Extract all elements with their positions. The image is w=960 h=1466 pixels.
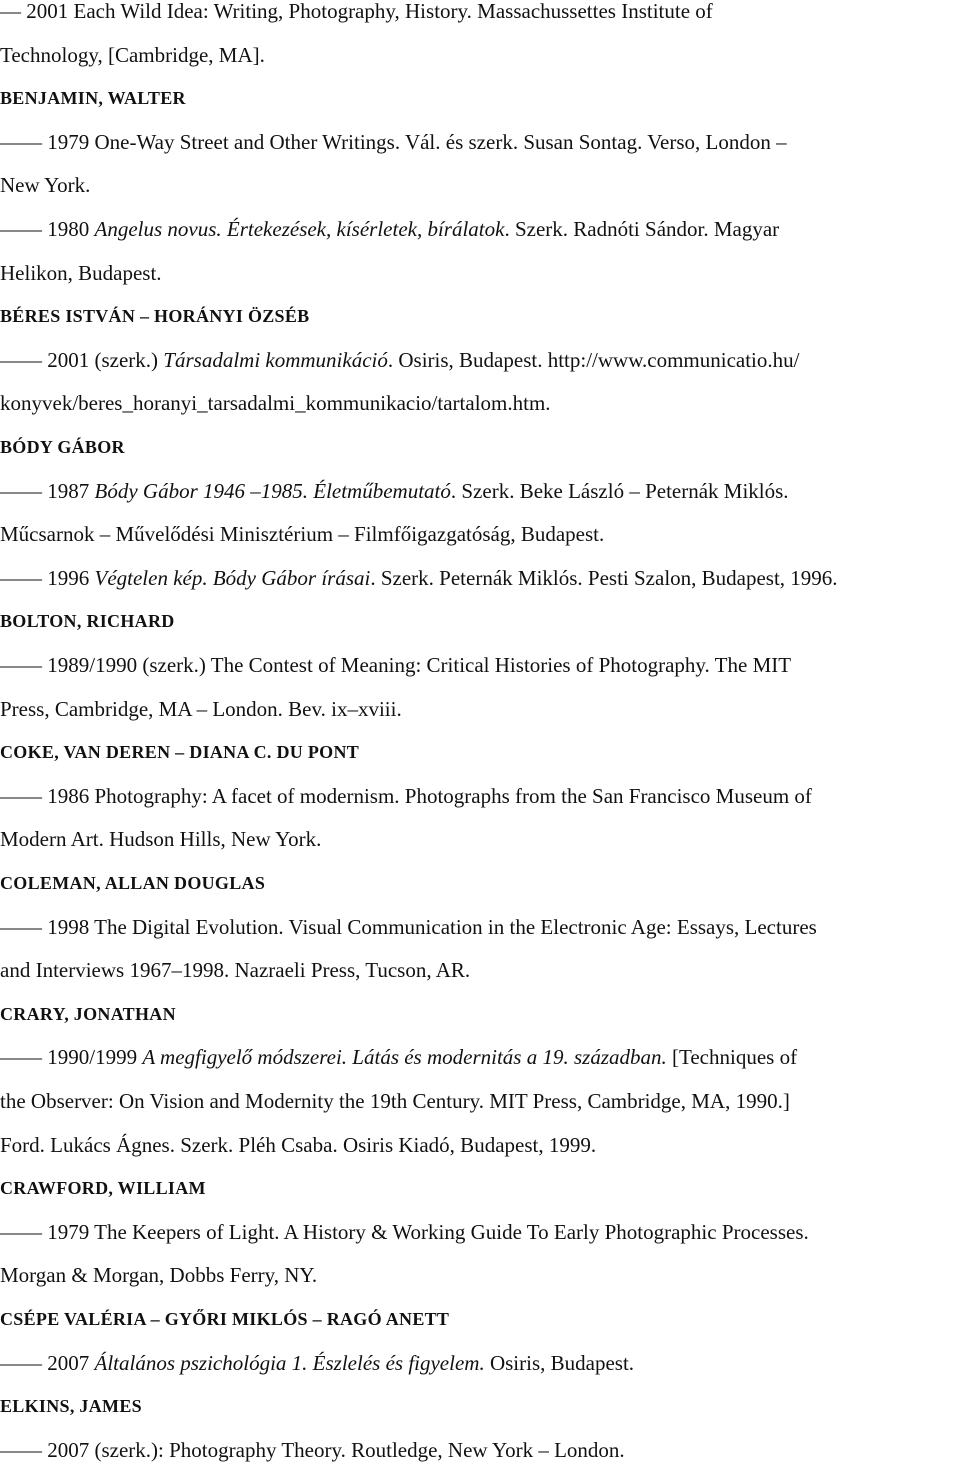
text-segment: . Szerk. Peternák Miklós. Pesti Szalon, Budapest, 1996. bbox=[370, 565, 838, 590]
text-segment: —— 2007 (szerk.): Photography Theory. Routledge, New York – London. bbox=[0, 1437, 625, 1462]
text-segment: Ford. Lukács Ágnes. Szerk. Pléh Csaba. Osiris Kiadó, Budapest, 1999. bbox=[0, 1132, 597, 1157]
italic-title: Végtelen kép. Bódy Gábor írásai bbox=[94, 565, 371, 590]
text-segment: [Techniques of bbox=[666, 1045, 798, 1070]
italic-title: Bódy Gábor 1946 –1985. Életműbemutató bbox=[94, 478, 451, 503]
text-segment: . Szerk. Beke László – Peternák Miklós. bbox=[450, 478, 789, 503]
reference-line bbox=[0, 388, 956, 418]
text-segment: —— 1979 One-Way Street and Other Writings. Vál. és szerk. Susan Sontag. Verso, London – bbox=[0, 129, 787, 154]
reference-line bbox=[0, 955, 956, 985]
author-heading: CSÉPE VALÉRIA – GYŐRI MIKLÓS – RAGÓ ANETT bbox=[0, 1309, 450, 1329]
text-segment: —— 1979 The Keepers of Light. A History & Working Guide To Early Photographic Processes. bbox=[0, 1219, 809, 1244]
author-heading: BENJAMIN, WALTER bbox=[0, 88, 186, 109]
reference-line bbox=[0, 650, 956, 680]
reference-line bbox=[0, 1217, 956, 1247]
text-segment: Morgan & Morgan, Dobbs Ferry, NY. bbox=[0, 1263, 318, 1288]
text-segment: — 2001 Each Wild Idea: Writing, Photography, History. Massachussettes Institute of bbox=[0, 0, 713, 23]
text-segment: New York. bbox=[0, 173, 91, 198]
author-heading: BÉRES ISTVÁN – HORÁNYI ÖZSÉB bbox=[0, 306, 310, 327]
text-segment: . Osiris, Budapest. http://www.communicatio.hu/ bbox=[387, 347, 800, 372]
author-heading: BÓDY GÁBOR bbox=[0, 437, 125, 457]
text-segment: Osiris, Budapest. bbox=[484, 1350, 635, 1375]
text-segment: Műcsarnok – Művelődési Minisztérium – Filmfőigazgatóság, Budapest. bbox=[0, 522, 605, 547]
author-heading: CRAWFORD, WILLIAM bbox=[0, 1178, 206, 1199]
reference-line bbox=[0, 127, 956, 157]
text-segment: konyvek/beres_horanyi_tarsadalmi_kommunikacio/tartalom.htm. bbox=[0, 391, 551, 416]
reference-line bbox=[0, 519, 956, 549]
reference-line bbox=[0, 824, 956, 854]
reference-line bbox=[0, 912, 956, 942]
text-segment: —— 1986 Photography: A facet of modernism. Photographs from the San Francisco Museum of bbox=[0, 783, 812, 808]
text-segment: Technology, [Cambridge, MA]. bbox=[0, 42, 265, 67]
text-segment: the Observer: On Vision and Modernity the 19th Century. MIT Press, Cambridge, MA, 1990.] bbox=[0, 1089, 790, 1113]
reference-line bbox=[0, 781, 956, 811]
italic-title: A megfigyelő módszerei. Látás és modernitás a 19. században. bbox=[142, 1045, 667, 1070]
text-segment: —— 2007 bbox=[0, 1350, 95, 1375]
text-segment: and Interviews 1967–1998. Nazraeli Press, Tucson, AR. bbox=[0, 958, 471, 983]
reference-line bbox=[0, 0, 956, 26]
text-segment: Helikon, Budapest. bbox=[0, 260, 162, 285]
reference-line bbox=[0, 345, 956, 375]
reference-line bbox=[0, 694, 956, 724]
text-segment: —— 2001 (szerk.) bbox=[0, 347, 164, 372]
text-segment: —— 1989/1990 (szerk.) The Contest of Meaning: Critical Histories of Photography. The MIT bbox=[0, 653, 792, 677]
text-segment: —— 1996 bbox=[0, 565, 95, 590]
italic-title: Társadalmi kommunikáció bbox=[163, 347, 388, 372]
reference-line bbox=[0, 1042, 956, 1072]
author-heading: COLEMAN, ALLAN DOUGLAS bbox=[0, 873, 266, 893]
reference-line bbox=[0, 1086, 956, 1116]
reference-line bbox=[0, 40, 956, 70]
text-segment: —— 1987 bbox=[0, 478, 95, 503]
italic-title: Angelus novus. Értekezések, kísérletek, bírálatok bbox=[94, 217, 505, 241]
reference-line bbox=[0, 258, 956, 288]
reference-line bbox=[0, 214, 956, 244]
text-segment: —— 1980 bbox=[0, 217, 95, 241]
italic-title: Általános pszichológia 1. Észlelés és figyelem. bbox=[94, 1350, 485, 1375]
reference-line bbox=[0, 1260, 956, 1290]
reference-line bbox=[0, 1435, 956, 1465]
text-segment: —— 1990/1999 bbox=[0, 1045, 143, 1070]
reference-line bbox=[0, 563, 956, 593]
text-segment: Modern Art. Hudson Hills, New York. bbox=[0, 827, 322, 852]
reference-line bbox=[0, 1348, 956, 1378]
text-segment: Press, Cambridge, MA – London. Bev. ix–xviii. bbox=[0, 696, 402, 721]
author-heading: COKE, VAN DEREN – DIANA C. DU PONT bbox=[0, 742, 360, 763]
reference-line bbox=[0, 170, 956, 200]
author-heading: ELKINS, JAMES bbox=[0, 1396, 142, 1417]
reference-line bbox=[0, 1130, 956, 1160]
text-segment: . Szerk. Radnóti Sándor. Magyar bbox=[504, 217, 780, 241]
author-heading: CRARY, JONATHAN bbox=[0, 1003, 176, 1024]
reference-line bbox=[0, 476, 956, 506]
text-segment: —— 1998 The Digital Evolution. Visual Communication in the Electronic Age: Essays, Lectures bbox=[0, 914, 817, 939]
author-heading: BOLTON, RICHARD bbox=[0, 611, 175, 632]
